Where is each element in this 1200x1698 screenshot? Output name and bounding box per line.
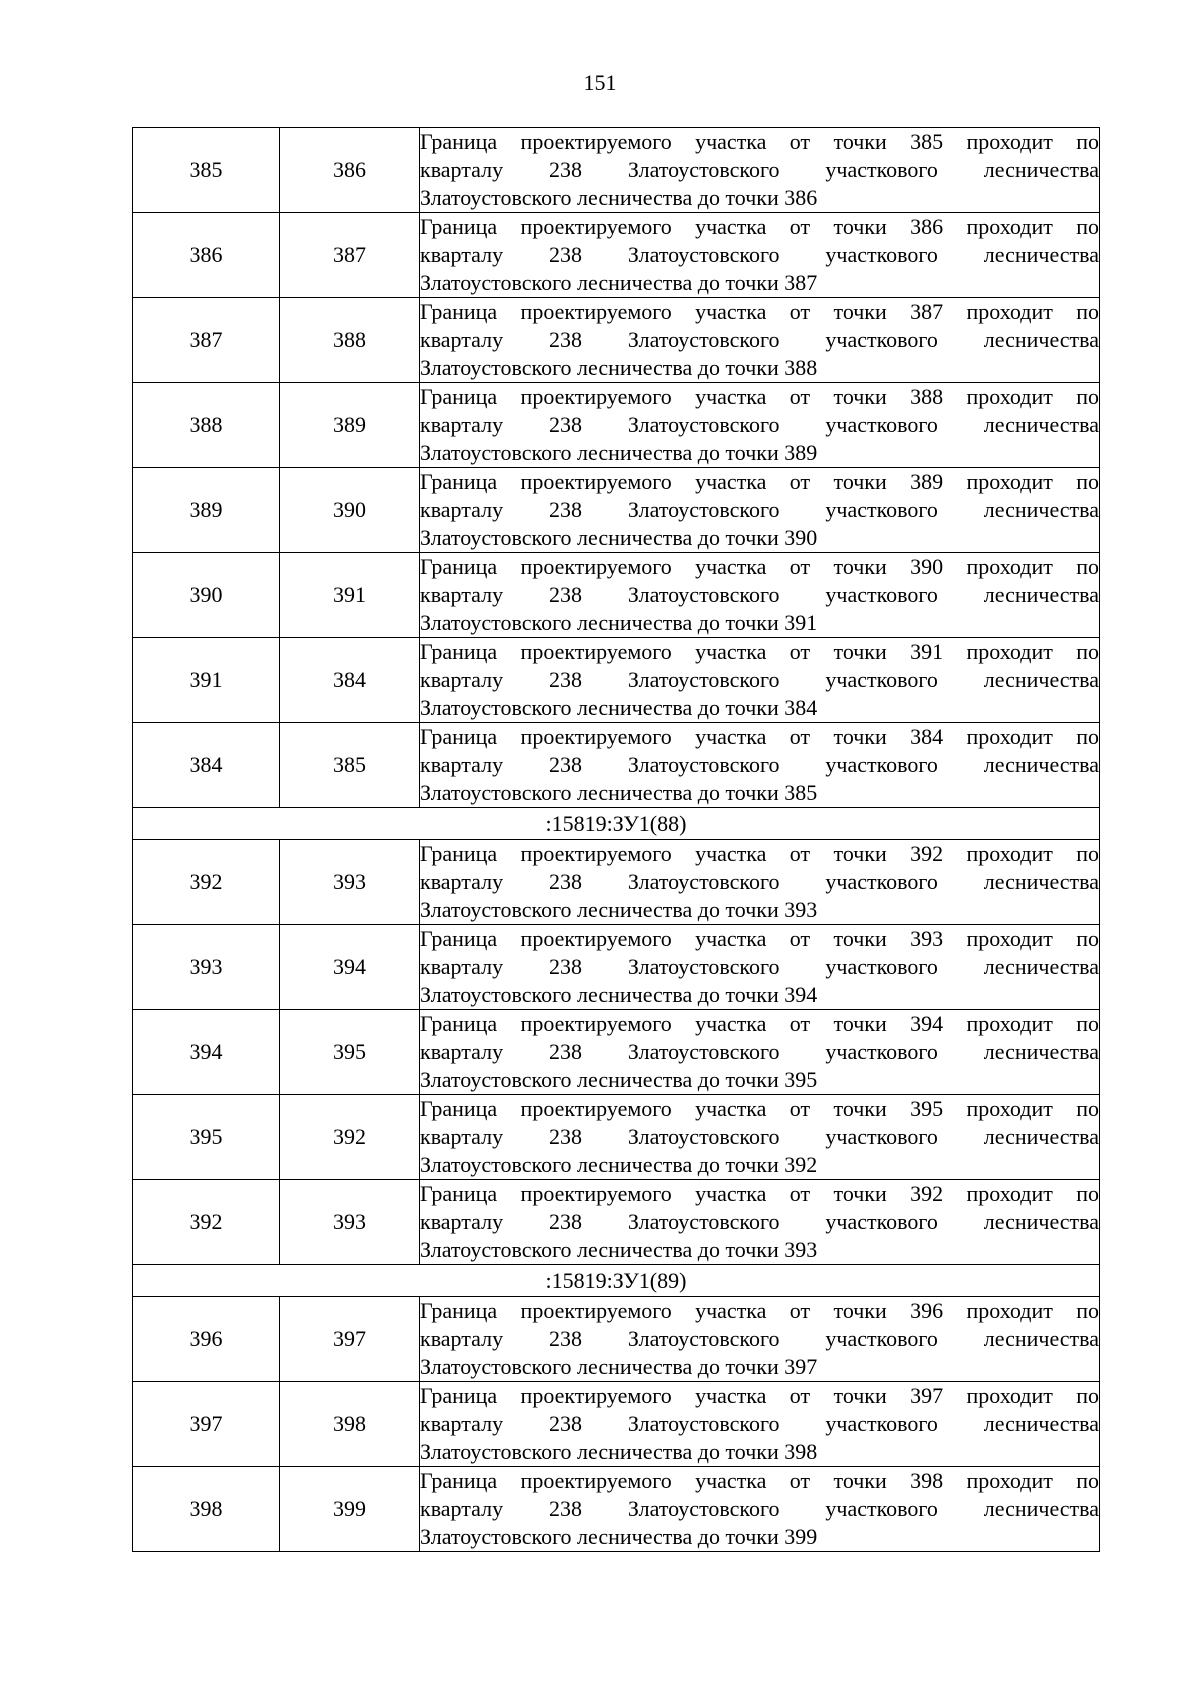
- table-row: [133, 1297, 1100, 1382]
- table-row: [133, 468, 1100, 553]
- boundary-description: [420, 638, 1100, 723]
- table-row: [133, 383, 1100, 468]
- point-to: 398: [280, 1382, 420, 1467]
- section-row: [133, 808, 1100, 840]
- description-line: Граница проектируемого участка от точки 394 проходит по: [420, 1011, 1099, 1036]
- description-line: кварталу 238 Златоустовского участкового лесничества: [420, 667, 1099, 692]
- description-line: Граница проектируемого участка от точки 397 проходит по: [420, 1383, 1099, 1408]
- boundary-description: [420, 840, 1100, 925]
- point-to: 384: [280, 638, 420, 723]
- point-from: 387: [133, 298, 280, 383]
- description-line: Златоустовского лесничества до точки 388: [420, 355, 818, 380]
- table-row: [133, 840, 1100, 925]
- point-from: 392: [133, 840, 280, 925]
- description-line: Граница проектируемого участка от точки 396 проходит по: [420, 1298, 1099, 1323]
- boundary-description: [420, 128, 1100, 213]
- boundary-description: [420, 1010, 1100, 1095]
- point-to: 385: [280, 723, 420, 808]
- point-from: 385: [133, 128, 280, 213]
- boundary-description: [420, 1180, 1100, 1265]
- description-line: кварталу 238 Златоустовского участкового лесничества: [420, 1039, 1099, 1064]
- page-number: 151: [583, 70, 617, 95]
- description-line: Златоустовского лесничества до точки 390: [420, 525, 818, 550]
- description-line: Златоустовского лесничества до точки 392: [420, 1152, 818, 1177]
- table-row: [133, 298, 1100, 383]
- point-from: 396: [133, 1297, 280, 1382]
- point-from: 391: [133, 638, 280, 723]
- boundary-description: [420, 553, 1100, 638]
- description-line: кварталу 238 Златоустовского участкового лесничества: [420, 157, 1099, 182]
- point-to: 393: [280, 840, 420, 925]
- point-to: 389: [280, 383, 420, 468]
- description-line: Граница проектируемого участка от точки 384 проходит по: [420, 724, 1099, 749]
- point-to: 399: [280, 1467, 420, 1552]
- description-line: кварталу 238 Златоустовского участкового лесничества: [420, 1124, 1099, 1149]
- boundary-description: [420, 298, 1100, 383]
- table-row: [133, 1467, 1100, 1552]
- description-line: кварталу 238 Златоустовского участкового лесничества: [420, 1496, 1099, 1521]
- point-from: 389: [133, 468, 280, 553]
- point-to: 390: [280, 468, 420, 553]
- boundary-description: [420, 723, 1100, 808]
- description-line: кварталу 238 Златоустовского участкового лесничества: [420, 582, 1099, 607]
- description-line: Златоустовского лесничества до точки 395: [420, 1067, 818, 1092]
- point-to: 392: [280, 1095, 420, 1180]
- description-line: Златоустовского лесничества до точки 398: [420, 1439, 818, 1464]
- point-from: 386: [133, 213, 280, 298]
- description-line: кварталу 238 Златоустовского участкового лесничества: [420, 497, 1099, 522]
- point-from: 397: [133, 1382, 280, 1467]
- description-line: Златоустовского лесничества до точки 387: [420, 270, 818, 295]
- description-line: кварталу 238 Златоустовского участкового лесничества: [420, 752, 1099, 777]
- table-row: [133, 1095, 1100, 1180]
- boundary-description: [420, 1297, 1100, 1382]
- description-line: кварталу 238 Златоустовского участкового лесничества: [420, 1411, 1099, 1436]
- description-line: Граница проектируемого участка от точки 390 проходит по: [420, 554, 1099, 579]
- point-from: 398: [133, 1467, 280, 1552]
- table-body: [133, 128, 1100, 1552]
- description-line: кварталу 238 Златоустовского участкового лесничества: [420, 1326, 1099, 1351]
- description-line: Златоустовского лесничества до точки 393: [420, 1237, 818, 1262]
- description-line: Граница проектируемого участка от точки 392 проходит по: [420, 841, 1099, 866]
- description-line: Граница проектируемого участка от точки 389 проходит по: [420, 469, 1099, 494]
- description-line: Граница проектируемого участка от точки 388 проходит по: [420, 384, 1099, 409]
- description-line: Граница проектируемого участка от точки 391 проходит по: [420, 639, 1099, 664]
- description-line: Граница проектируемого участка от точки 386 проходит по: [420, 214, 1099, 239]
- boundary-description: [420, 213, 1100, 298]
- boundary-description: [420, 1467, 1100, 1552]
- description-line: Граница проектируемого участка от точки 393 проходит по: [420, 926, 1099, 951]
- section-label: :15819:ЗУ1(88): [133, 808, 1100, 840]
- boundary-description: [420, 383, 1100, 468]
- section-label: :15819:ЗУ1(89): [133, 1265, 1100, 1297]
- table-row: [133, 1010, 1100, 1095]
- description-line: Граница проектируемого участка от точки 392 проходит по: [420, 1181, 1099, 1206]
- description-line: кварталу 238 Златоустовского участкового лесничества: [420, 869, 1099, 894]
- table-row: [133, 1180, 1100, 1265]
- description-line: Златоустовского лесничества до точки 393: [420, 897, 818, 922]
- description-line: кварталу 238 Златоустовского участкового лесничества: [420, 327, 1099, 352]
- section-row: [133, 1265, 1100, 1297]
- point-to: 391: [280, 553, 420, 638]
- point-from: 392: [133, 1180, 280, 1265]
- description-line: Граница проектируемого участка от точки 398 проходит по: [420, 1468, 1099, 1493]
- point-from: 384: [133, 723, 280, 808]
- description-line: Граница проектируемого участка от точки 395 проходит по: [420, 1096, 1099, 1121]
- point-from: 394: [133, 1010, 280, 1095]
- point-from: 393: [133, 925, 280, 1010]
- boundary-description: [420, 468, 1100, 553]
- table-row: [133, 925, 1100, 1010]
- boundary-description: [420, 1382, 1100, 1467]
- point-to: 387: [280, 213, 420, 298]
- description-line: Граница проектируемого участка от точки 387 проходит по: [420, 299, 1099, 324]
- table-row: [133, 213, 1100, 298]
- point-to: 386: [280, 128, 420, 213]
- point-from: 388: [133, 383, 280, 468]
- description-line: Златоустовского лесничества до точки 384: [420, 695, 818, 720]
- point-to: 394: [280, 925, 420, 1010]
- description-line: Златоустовского лесничества до точки 385: [420, 780, 818, 805]
- description-line: кварталу 238 Златоустовского участкового лесничества: [420, 954, 1099, 979]
- point-to: 388: [280, 298, 420, 383]
- boundary-table: [132, 127, 1100, 1552]
- description-line: кварталу 238 Златоустовского участкового лесничества: [420, 242, 1099, 267]
- description-line: кварталу 238 Златоустовского участкового лесничества: [420, 412, 1099, 437]
- point-to: 393: [280, 1180, 420, 1265]
- boundary-description: [420, 1095, 1100, 1180]
- description-line: Златоустовского лесничества до точки 397: [420, 1354, 818, 1379]
- point-from: 395: [133, 1095, 280, 1180]
- table-row: [133, 1382, 1100, 1467]
- description-line: Златоустовского лесничества до точки 389: [420, 440, 818, 465]
- description-line: Граница проектируемого участка от точки 385 проходит по: [420, 129, 1099, 154]
- point-from: 390: [133, 553, 280, 638]
- boundary-description: [420, 925, 1100, 1010]
- table-row: [133, 128, 1100, 213]
- point-to: 395: [280, 1010, 420, 1095]
- description-line: Златоустовского лесничества до точки 399: [420, 1524, 818, 1549]
- description-line: Златоустовского лесничества до точки 394: [420, 982, 818, 1007]
- table-row: [133, 638, 1100, 723]
- table-row: [133, 723, 1100, 808]
- description-line: Златоустовского лесничества до точки 391: [420, 610, 818, 635]
- point-to: 397: [280, 1297, 420, 1382]
- description-line: кварталу 238 Златоустовского участкового лесничества: [420, 1209, 1099, 1234]
- description-line: Златоустовского лесничества до точки 386: [420, 185, 818, 210]
- table-row: [133, 553, 1100, 638]
